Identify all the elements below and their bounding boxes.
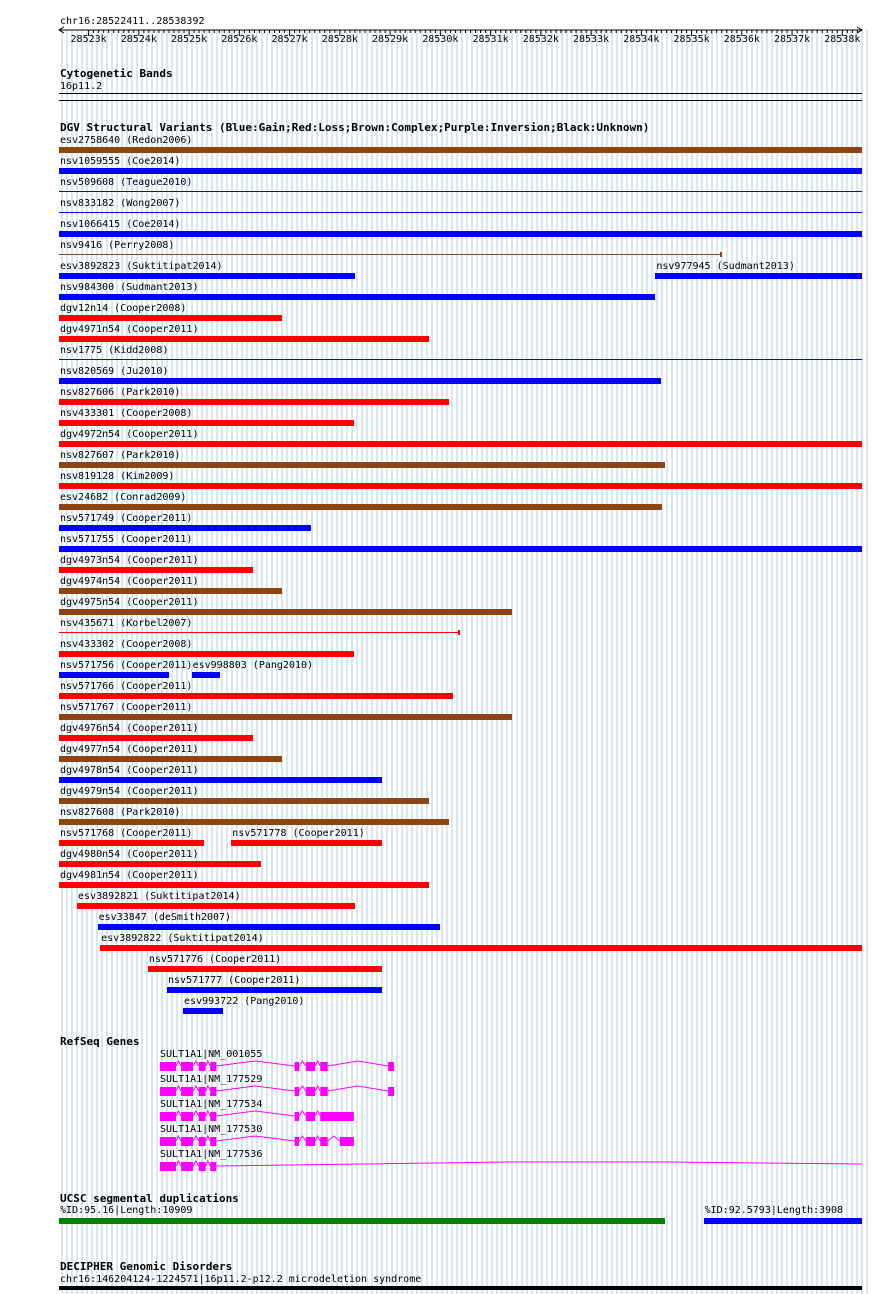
dgv-variant-endcap xyxy=(720,252,722,257)
dgv-variant-bar[interactable] xyxy=(655,273,862,279)
refseq-gene-label[interactable]: SULT1A1|NM_177536 xyxy=(160,1149,263,1160)
ruler-tick-label: 28523k xyxy=(70,34,107,45)
dgv-variant-label[interactable]: nsv571776 (Cooper2011) xyxy=(148,954,282,965)
dgv-variant-bar[interactable] xyxy=(59,315,282,321)
refseq-exon xyxy=(320,1137,328,1146)
refseq-exon xyxy=(295,1087,300,1096)
ruler-tick-label: 28538k xyxy=(824,34,861,45)
refseq-exon xyxy=(306,1087,316,1096)
refseq-exon xyxy=(199,1062,206,1071)
refseq-intron xyxy=(216,1086,294,1091)
refseq-intron xyxy=(206,1111,211,1116)
refseq-intron xyxy=(216,1111,294,1116)
dgv-variant-label[interactable]: dgv4980n54 (Cooper2011) xyxy=(60,849,199,860)
refseq-exon xyxy=(295,1112,300,1121)
ruler-tick-label: 28534k xyxy=(623,34,660,45)
ruler-tick-label: 28533k xyxy=(573,34,610,45)
dgv-variant-bar[interactable] xyxy=(59,294,655,300)
dgv-variant-bar[interactable] xyxy=(59,399,449,405)
refseq-exon xyxy=(181,1087,193,1096)
ruler-location: chr16:28522411..28538392 xyxy=(60,16,205,27)
ruler-tick-label: 28529k xyxy=(372,34,409,45)
refseq-intron xyxy=(206,1161,211,1166)
refseq-intron xyxy=(299,1086,306,1091)
dgv-variant-bar[interactable] xyxy=(59,546,862,552)
dgv-variant-label[interactable]: nsv571749 (Cooper2011) xyxy=(60,513,193,524)
ruler-tick-label: 28524k xyxy=(120,34,157,45)
refseq-gene-label[interactable]: SULT1A1|NM_001055 xyxy=(160,1049,263,1060)
dgv-variant-label[interactable]: nsv509608 (Teague2010) xyxy=(60,177,193,188)
dgv-variant-bar[interactable] xyxy=(59,525,311,531)
dgv-variant-label[interactable]: esv2758640 (Redon2006) xyxy=(60,135,193,146)
dgv-variant-bar[interactable] xyxy=(59,588,282,594)
refseq-exon xyxy=(160,1137,176,1146)
dgv-variant-bar[interactable] xyxy=(183,1008,223,1014)
dgv-variant-bar[interactable] xyxy=(167,987,382,993)
dgv-variant-label[interactable]: nsv827606 (Park2010) xyxy=(60,387,181,398)
dgv-variant-label[interactable]: nsv1059555 (Coe2014) xyxy=(60,156,181,167)
segdup-bar[interactable] xyxy=(704,1218,862,1224)
refseq-exon xyxy=(210,1137,216,1146)
refseq-gene-model[interactable] xyxy=(0,1058,890,1074)
refseq-intron xyxy=(328,1086,388,1091)
dgv-variant-bar[interactable] xyxy=(59,231,862,237)
dgv-variant-bar[interactable] xyxy=(59,504,662,510)
refseq-exon xyxy=(210,1162,216,1171)
dgv-variant-label[interactable]: esv998803 (Pang2010) xyxy=(192,660,314,671)
dgv-variant-bar[interactable] xyxy=(77,903,355,909)
refseq-exon xyxy=(199,1087,206,1096)
dgv-variant-bar[interactable] xyxy=(59,672,169,678)
refseq-intron xyxy=(176,1111,181,1116)
dgv-variant-label[interactable]: dgv4973n54 (Cooper2011) xyxy=(60,555,199,566)
refseq-intron xyxy=(193,1061,199,1066)
refseq-exon xyxy=(306,1112,316,1121)
dgv-variant-bar[interactable] xyxy=(192,672,221,678)
segdup-label[interactable]: %ID:95.16|Length:10909 xyxy=(60,1205,193,1216)
refseq-gene-label[interactable]: SULT1A1|NM_177529 xyxy=(160,1074,263,1085)
dgv-variant-bar[interactable] xyxy=(59,756,282,762)
dgv-variant-bar[interactable] xyxy=(59,462,665,468)
dgv-variant-label[interactable]: nsv1775 (Kidd2008) xyxy=(60,345,169,356)
dgv-variant-bar[interactable] xyxy=(59,798,429,804)
dgv-variant-bar[interactable] xyxy=(59,882,429,888)
dgv-variant-label[interactable]: nsv571778 (Cooper2011) xyxy=(232,828,365,839)
dgv-variant-label[interactable]: nsv433302 (Cooper2008) xyxy=(60,639,193,650)
dgv-variant-label[interactable]: nsv571768 (Cooper2011) xyxy=(60,828,193,839)
refseq-exon xyxy=(306,1062,316,1071)
dgv-variant-bar[interactable] xyxy=(59,609,512,615)
refseq-exon xyxy=(160,1112,176,1121)
refseq-intron xyxy=(315,1111,320,1116)
refseq-intron xyxy=(216,1136,294,1141)
ruler-tick-label: 28525k xyxy=(171,34,208,45)
dgv-variant-bar[interactable] xyxy=(59,378,661,384)
dgv-variant-bar[interactable] xyxy=(59,483,862,489)
dgv-variant-label[interactable]: nsv819128 (Kim2009) xyxy=(60,471,175,482)
refseq-exon xyxy=(306,1137,316,1146)
dgv-variant-bar[interactable] xyxy=(59,359,862,360)
refseq-exon xyxy=(199,1162,206,1171)
dgv-variant-bar[interactable] xyxy=(59,651,354,657)
dgv-variant-label[interactable]: dgv12n14 (Cooper2008) xyxy=(60,303,187,314)
dgv-variant-label[interactable]: nsv833182 (Wong2007) xyxy=(60,198,181,209)
dgv-variant-bar[interactable] xyxy=(59,632,459,633)
refseq-exon xyxy=(181,1112,193,1121)
refseq-exon xyxy=(388,1087,394,1096)
ruler-tick-label: 28528k xyxy=(321,34,358,45)
refseq-intron xyxy=(176,1061,181,1066)
ruler-tick-label: 28537k xyxy=(773,34,811,45)
refseq-exon xyxy=(181,1062,193,1071)
dgv-variant-bar[interactable] xyxy=(59,212,862,213)
dgv-variant-label[interactable]: dgv4971n54 (Cooper2011) xyxy=(60,324,199,335)
dgv-variant-label[interactable]: nsv820569 (Ju2010) xyxy=(60,366,169,377)
decipher-label: chr16:146204124-1224571|16p11.2-p12.2 microdeletion syndrome xyxy=(60,1274,422,1285)
refseq-title: RefSeq Genes xyxy=(60,1035,140,1048)
dgv-variant-bar[interactable] xyxy=(148,966,382,972)
refseq-exon xyxy=(210,1087,216,1096)
refseq-intron xyxy=(176,1136,181,1141)
segdup-title: UCSC segmental duplications xyxy=(60,1192,239,1205)
refseq-exon xyxy=(199,1137,206,1146)
refseq-exon xyxy=(388,1062,394,1071)
refseq-gene-label[interactable]: SULT1A1|NM_177534 xyxy=(160,1099,263,1110)
dgv-variant-bar[interactable] xyxy=(59,735,253,741)
refseq-exon xyxy=(320,1062,328,1071)
dgv-variant-label[interactable]: nsv977945 (Sudmant2013) xyxy=(656,261,795,272)
dgv-variant-bar[interactable] xyxy=(59,191,862,192)
segdup-label[interactable]: %ID:92.5793|Length:3908 xyxy=(704,1205,844,1216)
refseq-intron xyxy=(315,1136,320,1141)
refseq-gene-model[interactable] xyxy=(0,1108,890,1124)
decipher-title: DECIPHER Genomic Disorders xyxy=(60,1260,233,1273)
dgv-variant-label[interactable]: dgv4972n54 (Cooper2011) xyxy=(60,429,199,440)
dgv-variant-label[interactable]: nsv9416 (Perry2008) xyxy=(60,240,175,251)
ruler-tick-label: 28536k xyxy=(723,34,760,45)
dgv-variant-bar[interactable] xyxy=(59,420,354,426)
dgv-title: DGV Structural Variants (Blue:Gain;Red:Loss;Brown:Complex;Purple:Inversion;Black:Unknown) xyxy=(60,121,650,134)
cytoband-label: 16p11.2 xyxy=(60,81,103,92)
refseq-intron xyxy=(176,1086,181,1091)
cytoband-title: Cytogenetic Bands xyxy=(60,67,173,80)
refseq-intron xyxy=(315,1061,320,1066)
dgv-variant-label[interactable]: esv993722 (Pang2010) xyxy=(184,996,305,1007)
dgv-variant-label[interactable]: dgv4976n54 (Cooper2011) xyxy=(60,723,199,734)
refseq-intron xyxy=(193,1161,199,1166)
refseq-exon xyxy=(160,1087,176,1096)
cytoband-line-top xyxy=(59,93,862,94)
refseq-intron xyxy=(328,1136,340,1141)
refseq-exon xyxy=(210,1112,216,1121)
ruler-tick-label: 28526k xyxy=(221,34,258,45)
dgv-variant-label[interactable]: nsv571767 (Cooper2011) xyxy=(60,702,193,713)
dgv-variant-bar[interactable] xyxy=(100,945,862,951)
refseq-exon xyxy=(210,1062,216,1071)
refseq-intron xyxy=(299,1111,306,1116)
dgv-variant-bar[interactable] xyxy=(59,254,721,255)
dgv-variant-label[interactable]: dgv4978n54 (Cooper2011) xyxy=(60,765,199,776)
dgv-variant-bar[interactable] xyxy=(98,924,440,930)
dgv-variant-label[interactable]: dgv4974n54 (Cooper2011) xyxy=(60,576,199,587)
decipher-bar xyxy=(59,1286,862,1290)
dgv-variant-bar[interactable] xyxy=(59,567,253,573)
dgv-variant-label[interactable]: dgv4975n54 (Cooper2011) xyxy=(60,597,199,608)
dgv-variant-bar[interactable] xyxy=(59,693,453,699)
refseq-intron xyxy=(176,1161,181,1166)
dgv-variant-label[interactable]: esv3892821 (Suktitipat2014) xyxy=(78,891,241,902)
refseq-intron xyxy=(193,1136,199,1141)
refseq-intron xyxy=(315,1086,320,1091)
refseq-exon xyxy=(320,1112,354,1121)
dgv-variant-label[interactable]: nsv571756 (Cooper2011) xyxy=(60,660,193,671)
refseq-intron xyxy=(216,1162,862,1166)
ruler-tick-label: 28532k xyxy=(522,34,559,45)
dgv-variant-bar[interactable] xyxy=(59,168,862,174)
refseq-intron xyxy=(299,1136,306,1141)
dgv-variant-endcap xyxy=(458,630,460,635)
refseq-gene-label[interactable]: SULT1A1|NM_177530 xyxy=(160,1124,263,1135)
refseq-exon xyxy=(160,1162,176,1171)
ruler-tick-label: 28531k xyxy=(472,34,509,45)
dgv-variant-label[interactable]: dgv4977n54 (Cooper2011) xyxy=(60,744,199,755)
dgv-variant-label[interactable]: dgv4981n54 (Cooper2011) xyxy=(60,870,199,881)
dgv-variant-label[interactable]: esv3892823 (Suktitipat2014) xyxy=(60,261,223,272)
dgv-variant-label[interactable]: nsv827608 (Park2010) xyxy=(60,807,181,818)
dgv-variant-bar[interactable] xyxy=(59,441,862,447)
dgv-variant-bar[interactable] xyxy=(59,819,449,825)
dgv-variant-label[interactable]: dgv4979n54 (Cooper2011) xyxy=(60,786,199,797)
dgv-variant-bar[interactable] xyxy=(59,714,512,720)
refseq-intron xyxy=(216,1061,294,1066)
dgv-variant-label[interactable]: nsv571766 (Cooper2011) xyxy=(60,681,193,692)
dgv-variant-label[interactable]: nsv571777 (Cooper2011) xyxy=(167,975,301,986)
dgv-variant-bar[interactable] xyxy=(59,147,862,153)
ruler-tick-label: 28535k xyxy=(673,34,710,45)
dgv-variant-label[interactable]: nsv433301 (Cooper2008) xyxy=(60,408,193,419)
dgv-variant-label[interactable]: nsv827607 (Park2010) xyxy=(60,450,181,461)
dgv-variant-bar[interactable] xyxy=(59,273,355,279)
dgv-variant-bar[interactable] xyxy=(59,840,204,846)
dgv-variant-label[interactable]: esv33847 (deSmith2007) xyxy=(98,912,232,923)
segdup-bar[interactable] xyxy=(59,1218,665,1224)
dgv-variant-bar[interactable] xyxy=(59,336,429,342)
dgv-variant-label[interactable]: nsv571755 (Cooper2011) xyxy=(60,534,193,545)
refseq-intron xyxy=(328,1061,388,1066)
dgv-variant-label[interactable]: nsv984300 (Sudmant2013) xyxy=(60,282,199,293)
dgv-variant-label[interactable]: esv3892822 (Suktitipat2014) xyxy=(101,933,264,944)
refseq-gene-model[interactable] xyxy=(0,1158,890,1174)
dgv-variant-bar[interactable] xyxy=(59,861,261,867)
refseq-gene-model[interactable] xyxy=(0,1133,890,1149)
dgv-variant-label[interactable]: nsv1066415 (Coe2014) xyxy=(60,219,181,230)
dgv-variant-bar[interactable] xyxy=(231,840,381,846)
refseq-exon xyxy=(199,1112,206,1121)
cytoband-line-bottom xyxy=(59,100,862,101)
refseq-intron xyxy=(206,1136,211,1141)
refseq-intron xyxy=(206,1061,211,1066)
dgv-variant-label[interactable]: nsv435671 (Korbel2007) xyxy=(60,618,193,629)
dgv-variant-label[interactable]: esv24682 (Conrad2009) xyxy=(60,492,187,503)
refseq-intron xyxy=(206,1086,211,1091)
dgv-variant-bar[interactable] xyxy=(59,777,382,783)
refseq-exon xyxy=(320,1087,328,1096)
refseq-exon xyxy=(181,1137,193,1146)
ruler-tick-label: 28530k xyxy=(422,34,459,45)
refseq-intron xyxy=(299,1061,306,1066)
ruler-tick-label: 28527k xyxy=(271,34,308,45)
refseq-exon xyxy=(160,1062,176,1071)
refseq-gene-model[interactable] xyxy=(0,1083,890,1099)
refseq-exon xyxy=(181,1162,193,1171)
refseq-intron xyxy=(193,1111,199,1116)
refseq-intron xyxy=(193,1086,199,1091)
refseq-exon xyxy=(295,1062,300,1071)
refseq-exon xyxy=(295,1137,300,1146)
refseq-exon xyxy=(340,1137,354,1146)
